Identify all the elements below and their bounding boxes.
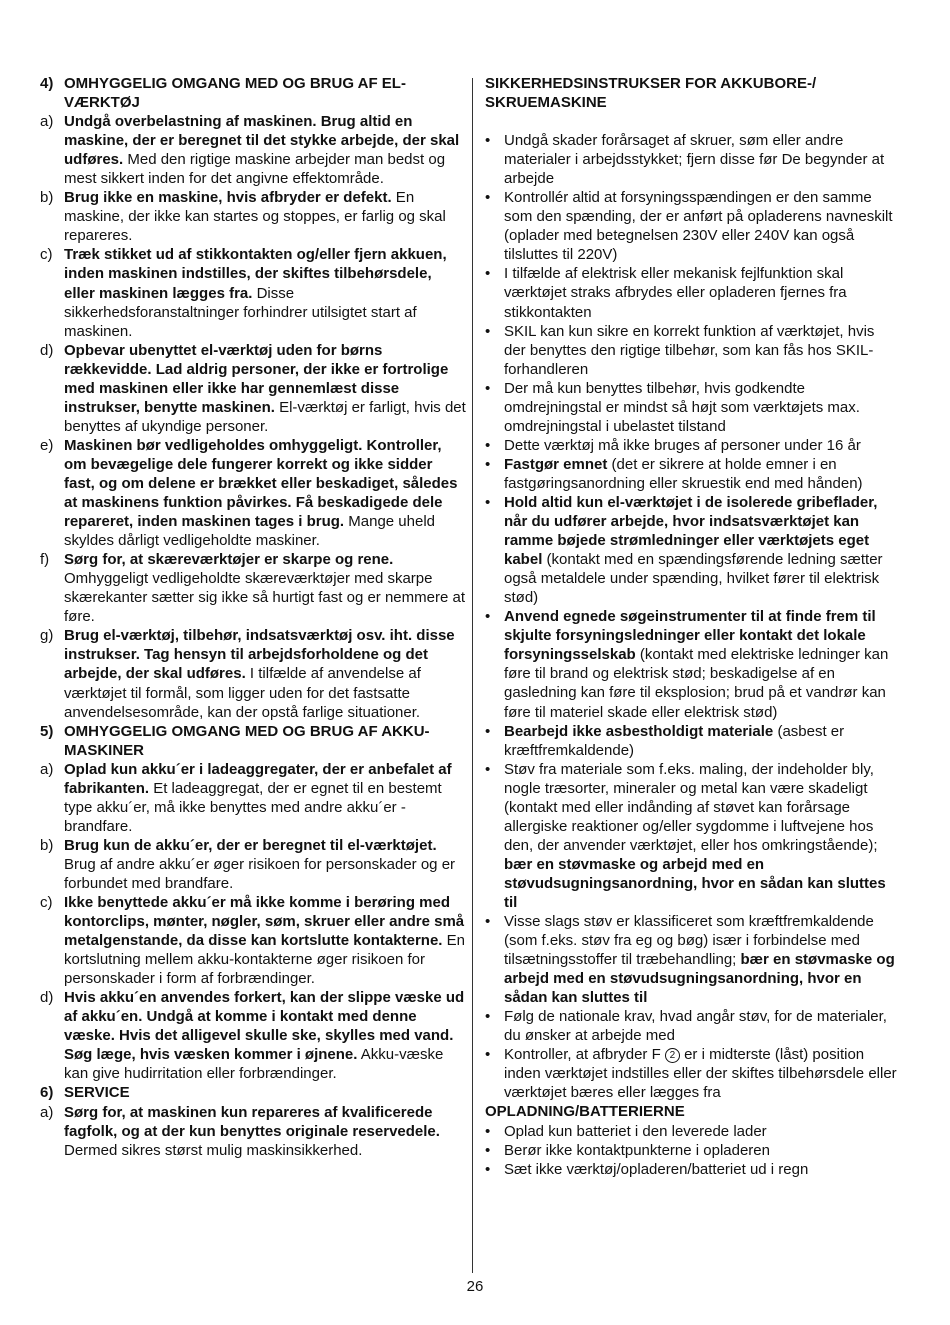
list-item bbox=[40, 1103, 466, 1160]
bullet-item bbox=[485, 379, 900, 436]
bullet-text: Kontrollér altid at forsyningsspændingen er den samme som den spænding, der er anført på opladerens navneskilt (oplader med betegnelsen 230V eller 240V kan også tilsluttes til 220V) bbox=[504, 189, 893, 264]
bullet-item bbox=[485, 1141, 900, 1160]
item-marker: c) bbox=[40, 246, 53, 264]
bullet-text bbox=[504, 722, 900, 760]
section-6-heading bbox=[40, 1083, 466, 1102]
list-item bbox=[40, 341, 466, 436]
bullet-text: I tilfælde af elektrisk eller mekanisk fejlfunktion skal værktøjet straks afbrydes eller opladeren fjernes fra stikkontakten bbox=[504, 265, 847, 321]
item-marker: a) bbox=[40, 760, 54, 778]
bullet-item bbox=[485, 322, 900, 379]
item-marker: d) bbox=[40, 341, 54, 359]
item-bold: Brug kun de akku´er, der er beregnet til el-værktøjet. bbox=[64, 836, 437, 854]
bullet-regular: er i midterste (låst) position inden værktøjet indstilles eller der skiftes tilbehørsdele eller værktøjet bæres eller lægges fra bbox=[504, 1046, 897, 1102]
bullet-bold: Anvend egnede søgeinstrumenter til at finde frem til skjulte forsyningsledninger eller kontakt det lokale forsyningsselskab bbox=[504, 608, 876, 664]
bullet-item bbox=[485, 760, 900, 912]
bullet-text: Der må kun benyttes tilbehør, hvis godkendte omdrejningstal er mindst så højt som værktøjets max. omdrejningstal i ubelastet tilstand bbox=[504, 379, 860, 435]
item-text bbox=[64, 1103, 466, 1160]
item-regular: Omhyggeligt vedligeholdte skæreværktøjer med skarpe skærekanter sætter sig ikke så hurtigt fast og er nemmere at føre. bbox=[64, 570, 465, 626]
item-marker: b) bbox=[40, 836, 54, 854]
item-text bbox=[64, 893, 466, 988]
item-regular: En maskine, der ikke kan startes og stoppes, er farlig og skal repareres. bbox=[64, 189, 446, 245]
bullet-regular: (kontakt med elektriske ledninger kan føre til brand og elektrisk stød; beskadigelse af en gasledning kan føre til eksplosion; brud på et vandrør kan føre til materiel skade eller elektrisk stød) bbox=[504, 646, 889, 721]
bullet-dot: • bbox=[485, 132, 491, 150]
item-text bbox=[64, 341, 466, 436]
bullet-dot: • bbox=[485, 608, 491, 626]
list-item bbox=[40, 893, 466, 988]
bullet-item bbox=[485, 607, 900, 721]
circled-number-icon: 2 bbox=[665, 1048, 680, 1063]
item-regular: Disse sikkerhedsforanstaltninger forhindrer utilsigtet start af maskinen. bbox=[64, 284, 417, 340]
bullet-bold: Hold altid kun el-værktøjet i de isolerede gribeflader, når du udfører arbejde, hvor indsatsværktøjet kan ramme bøjede strømledninger eller værktøjets eget kabel bbox=[504, 493, 878, 569]
bullet-text: Berør ikke kontaktpunkterne i opladeren bbox=[504, 1141, 770, 1159]
bullet-regular: (kontakt med en spændingsførende ledning sætter også metaldele under spænding, hvilket fører til elektrisk stød) bbox=[504, 551, 883, 607]
bullet-text: Følg de nationale krav, hvad angår støv, for de materialer, du ønsker at arbejde med bbox=[504, 1008, 887, 1045]
list-item bbox=[40, 836, 466, 893]
item-bold: Sørg for, at skæreværktøjer er skarpe og rene. bbox=[64, 551, 394, 569]
bullet-dot: • bbox=[485, 1008, 491, 1026]
bullet-dot: • bbox=[485, 1160, 491, 1178]
bullet-text bbox=[504, 760, 900, 912]
bullet-text: Dette værktøj må ikke bruges af personer under 16 år bbox=[504, 436, 861, 454]
bullet-regular: Kontroller, at afbryder F bbox=[504, 1046, 665, 1064]
bullet-bold: Fastgør emnet bbox=[504, 455, 608, 473]
list-item bbox=[40, 188, 466, 245]
bullet-text: SKIL kan kun sikre en korrekt funktion af værktøjet, hvis der benyttes den rigtige tilbehør, som kan fås hos SKIL-forhandleren bbox=[504, 322, 875, 378]
bullet-regular: Støv fra materiale som f.eks. maling, der indeholder bly, nogle træsorter, mineraler og metal kan være skadeligt (kontakt med eller indånding af støvet kan forårsage allergiske reaktioner og/eller sygdomme i luftvejene hos den, der anvender værktøjet, eller hos omkringstående); bbox=[504, 760, 878, 854]
bullet-bold: bær en støvmaske og arbejd med en støvudsugningsanordning, hvor en sådan kan sluttes til bbox=[504, 951, 895, 1007]
bullet-dot: • bbox=[485, 1046, 491, 1064]
bullet-item bbox=[485, 912, 900, 1007]
bullet-item bbox=[485, 1122, 900, 1141]
item-text bbox=[64, 550, 466, 626]
bullet-dot: • bbox=[485, 760, 491, 778]
item-marker: f) bbox=[40, 551, 50, 569]
item-marker: e) bbox=[40, 436, 54, 454]
bullet-text: Undgå skader forårsaget af skruer, søm eller andre materialer i arbejdsstykket; fjern disse før De begynder at arbejde bbox=[504, 132, 885, 188]
item-text bbox=[64, 188, 466, 245]
list-item bbox=[40, 245, 466, 340]
item-text bbox=[64, 836, 466, 893]
item-regular: I tilfælde af anvendelse af værktøjet til formål, som ligger uden for det fastsatte anvendelsesområde, kan der opstå farlige situationer. bbox=[64, 665, 421, 721]
item-marker: d) bbox=[40, 989, 54, 1007]
bullet-item bbox=[485, 455, 900, 493]
item-bold: Oplad kun akku´er i ladeaggregater, der er anbefalet af fabrikanten. bbox=[64, 760, 452, 797]
bullet-dot: • bbox=[485, 436, 491, 454]
item-regular: En kortslutning mellem akku-kontakterne øger risikoen for personskader i form af forbrændinger. bbox=[64, 932, 465, 988]
bullet-bold: bær en støvmaske og arbejd med en støvudsugningsanordning, hvor en sådan kan sluttes til bbox=[504, 855, 886, 911]
bullet-item bbox=[485, 1160, 900, 1179]
bullet-dot: • bbox=[485, 189, 491, 207]
section-title: SERVICE bbox=[64, 1084, 130, 1102]
bullet-text: Sæt ikke værktøj/opladeren/batteriet ud i regn bbox=[504, 1160, 809, 1178]
bullet-text bbox=[504, 607, 900, 721]
item-regular: Dermed sikres størst mulig maskinsikkerhed. bbox=[64, 1141, 363, 1159]
list-item bbox=[40, 988, 466, 1083]
item-bold: Sørg for, at maskinen kun repareres af kvalificerede fagfolk, og at der kun benyttes originale reservedele. bbox=[64, 1103, 440, 1140]
list-item bbox=[40, 760, 466, 836]
item-text bbox=[64, 112, 466, 188]
bullet-text bbox=[504, 493, 900, 607]
bullet-item bbox=[485, 722, 900, 760]
item-text bbox=[64, 436, 466, 550]
bullet-item bbox=[485, 1045, 900, 1102]
bullet-item bbox=[485, 264, 900, 321]
bullet-item bbox=[485, 131, 900, 188]
bullet-item bbox=[485, 1007, 900, 1045]
item-marker: c) bbox=[40, 894, 53, 912]
item-regular: El-værktøj er farligt, hvis det benyttes af ukyndige personer. bbox=[64, 398, 466, 435]
section-5-heading bbox=[40, 722, 466, 760]
page-number: 26 bbox=[466, 1278, 484, 1295]
bullet-text bbox=[504, 912, 900, 1007]
section-number: 6) bbox=[40, 1084, 54, 1102]
bullet-dot: • bbox=[485, 455, 491, 473]
item-text bbox=[64, 245, 466, 340]
item-bold: Opbevar ubenyttet el-værktøj uden for børns rækkevidde. Lad aldrig personer, der ikke er fortrolige med maskinen eller ikke har gennemlæst disse instrukser, benytte maskinen. bbox=[64, 341, 449, 416]
item-bold: Undgå overbelastning af maskinen. Brug altid en maskine, der er beregnet til det stykke arbejde, der skal udføres. bbox=[64, 113, 460, 169]
item-bold: Brug el-værktøj, tilbehør, indsatsværktøj osv. iht. disse instrukser. Tag hensyn til arbejdsforholdene og det arbejde, der skal udføres. bbox=[64, 627, 455, 683]
item-text bbox=[64, 988, 466, 1083]
item-bold: Hvis akku´en anvendes forkert, kan der slippe væske ud af akku´en. Undgå at komme i kontakt med denne væske. Hvis det alligevel skulle ske, skylles med vand. Søg læge, hvis væsken kommer i øjnene. bbox=[64, 989, 465, 1064]
bullet-dot: • bbox=[485, 265, 491, 283]
section-title: OMHYGGELIG OMGANG MED OG BRUG AF EL-VÆRKTØJ bbox=[64, 75, 406, 112]
bullet-dot: • bbox=[485, 493, 491, 511]
safety-instructions-heading: SIKKERHEDSINSTRUKSER FOR AKKUBORE-/ SKRUEMASKINE bbox=[485, 75, 817, 112]
bullet-text: Oplad kun batteriet i den leverede lader bbox=[504, 1122, 767, 1140]
section-title: OMHYGGELIG OMGANG MED OG BRUG AF AKKU-MASKINER bbox=[64, 722, 430, 759]
bullet-regular: (det er sikrere at holde emner i en fastgøringsanordning eller skruestik end med hånden) bbox=[504, 455, 863, 492]
item-text bbox=[64, 760, 466, 836]
bullet-dot: • bbox=[485, 913, 491, 931]
item-marker: a) bbox=[40, 113, 54, 131]
item-marker: a) bbox=[40, 1103, 54, 1121]
item-regular: Mange uheld skyldes dårligt vedligeholdte maskiner. bbox=[64, 513, 435, 550]
item-regular: Et ladeaggregat, der er egnet til en bestemt type akku´er, må ikke benyttes med andre akku´er - brandfare. bbox=[64, 779, 442, 835]
list-item bbox=[40, 626, 466, 721]
bullet-dot: • bbox=[485, 379, 491, 397]
section-number: 5) bbox=[40, 722, 54, 740]
right-column bbox=[485, 74, 900, 1179]
bullet-item bbox=[485, 493, 900, 607]
item-bold: Brug ikke en maskine, hvis afbryder er defekt. bbox=[64, 189, 392, 207]
bullet-item bbox=[485, 188, 900, 264]
column-divider bbox=[472, 78, 473, 1273]
item-text bbox=[64, 626, 466, 721]
bullet-text bbox=[504, 1045, 900, 1102]
bullet-regular: (asbest er kræftfremkaldende) bbox=[504, 722, 845, 759]
item-bold: Maskinen bør vedligeholdes omhyggeligt. Kontroller, om bevægelige dele fungerer korrekt og ikke sidder fast, og om delene er brækket eller beskadiget, således at maskinens funktion påvirkes. Få beskadigede dele repareret, inden maskinen tages i brug. bbox=[64, 436, 458, 531]
item-regular: Akku-væske kan give hudirritation eller forbrændinger. bbox=[64, 1046, 444, 1083]
list-item bbox=[40, 436, 466, 550]
list-item bbox=[40, 550, 466, 626]
section-4-heading bbox=[40, 74, 466, 112]
bullet-dot: • bbox=[485, 722, 491, 740]
item-bold: Ikke benyttede akku´er må ikke komme i berøring med kontorclips, mønter, nøgler, søm, skruer eller andre små metalgenstande, da disse kan kortslutte kontakterne. bbox=[64, 894, 465, 950]
bullet-dot: • bbox=[485, 1122, 491, 1140]
bullet-text bbox=[504, 455, 900, 493]
item-bold: Træk stikket ud af stikkontakten og/eller fjern akkuen, inden maskinen indstilles, der skiftes tilbehørsdele, eller maskinen lægges fra. bbox=[64, 246, 447, 302]
item-marker: g) bbox=[40, 627, 54, 645]
bullet-regular: Visse slags støv er klassificeret som kræftfremkaldende (som f.eks. støv fra eg og bøg) især i forbindelse med tilsætningsstoffer til træbehandling; bbox=[504, 913, 874, 969]
item-regular: Med den rigtige maskine arbejder man bedst og mest sikkert inden for det angivne effektområde. bbox=[64, 151, 446, 188]
left-column bbox=[40, 74, 466, 1160]
bullet-dot: • bbox=[485, 1141, 491, 1159]
list-item bbox=[40, 112, 466, 188]
bullet-item bbox=[485, 436, 900, 455]
item-regular: Brug af andre akku´er øger risikoen for personskader og er forbundet med brandfare. bbox=[64, 855, 456, 892]
section-number: 4) bbox=[40, 75, 54, 92]
bullet-bold: Bearbejd ikke asbestholdigt materiale bbox=[504, 722, 774, 740]
bullet-dot: • bbox=[485, 322, 491, 340]
item-marker: b) bbox=[40, 189, 54, 207]
charging-heading: OPLADNING/BATTERIERNE bbox=[485, 1103, 685, 1121]
